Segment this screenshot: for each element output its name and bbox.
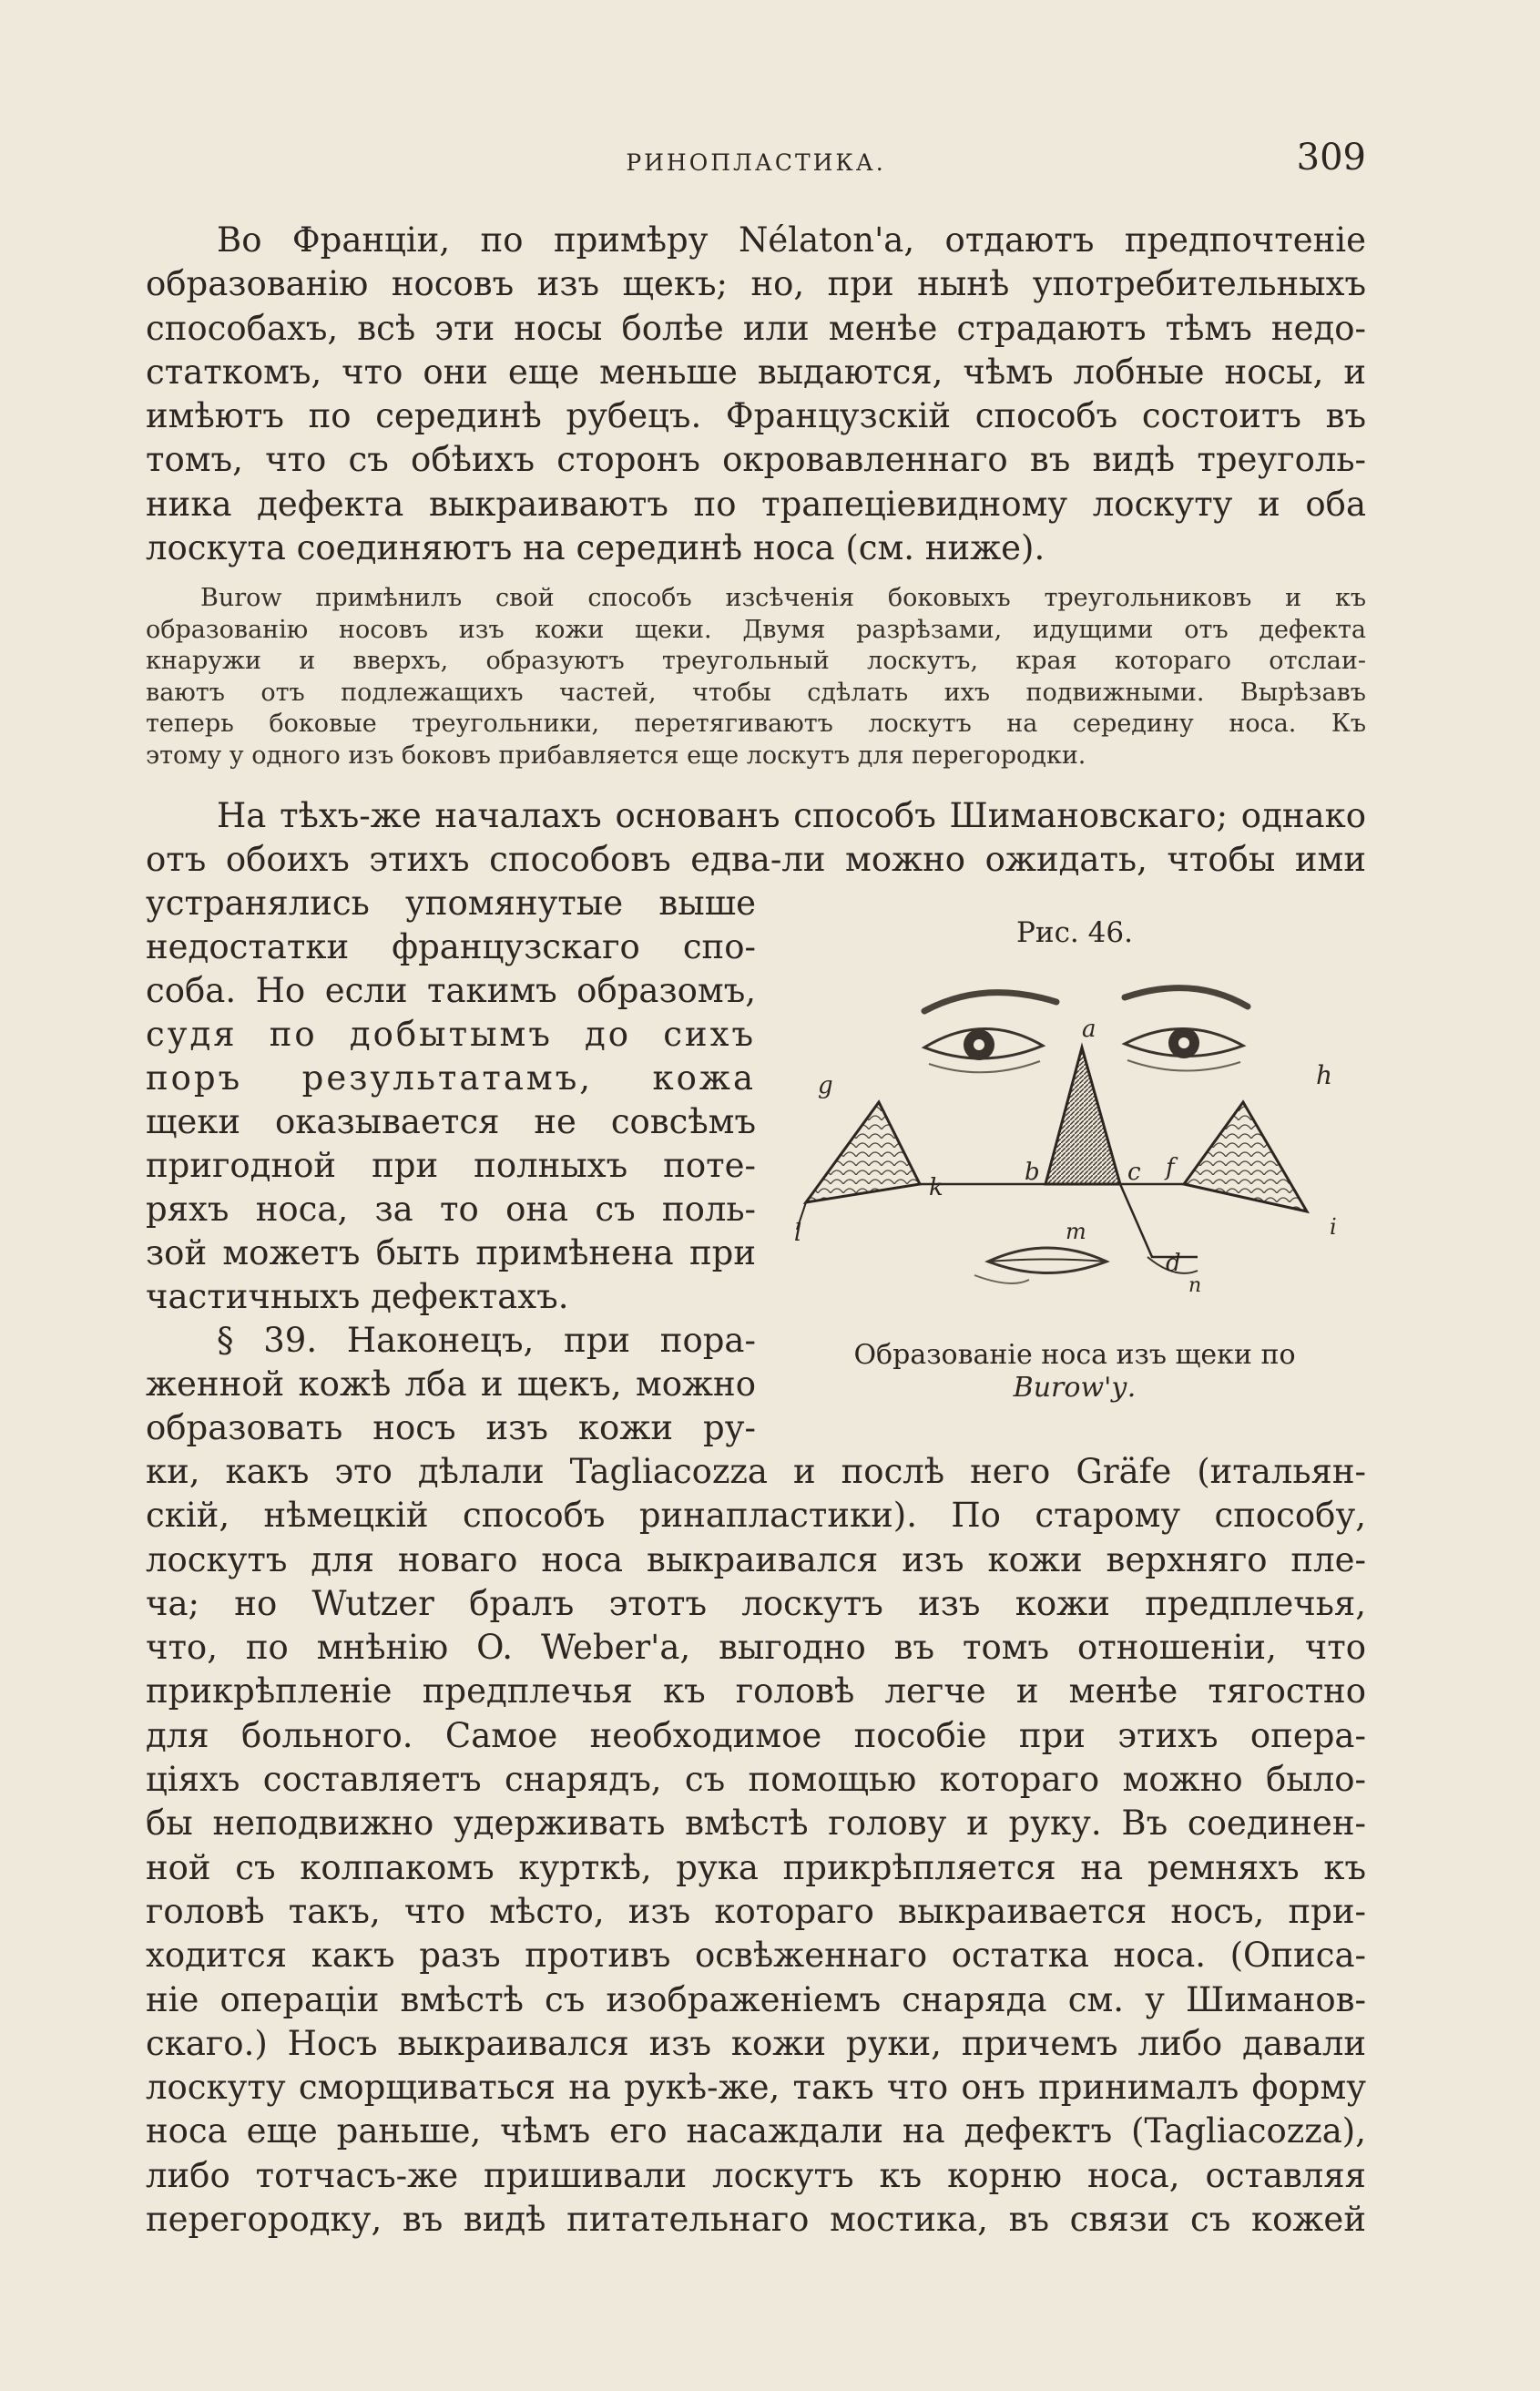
label-m: m — [1066, 1219, 1086, 1244]
text-line: томъ, что съ обѣихъ сторонъ окровавленнаго въ видѣ треуголь- — [146, 440, 1366, 480]
text-line: отъ обоихъ этихъ способовъ едва-ли можно ожидать, чтобы ими — [146, 840, 1366, 880]
text-line: лоскута соединяютъ на серединѣ носа (см. ниже). — [146, 528, 1045, 568]
text-line: способахъ, всѣ эти носы болѣе или менѣе страдаютъ тѣмъ недо- — [146, 308, 1366, 348]
text-line: пригодной при полныхъ поте- — [146, 1146, 756, 1185]
text-line: образованію носовъ изъ щекъ; но, при нынѣ употребительныхъ — [146, 264, 1366, 304]
nose-defect — [1045, 1047, 1120, 1184]
text-line: что, по мнѣнію O. Weber'а, выгодно въ томъ отношеніи, что — [146, 1628, 1366, 1668]
text-line: соба. Но если такимъ образомъ, — [146, 971, 756, 1010]
text-line: имѣютъ по серединѣ рубецъ. Французскій способъ состоитъ въ — [146, 396, 1366, 436]
paragraph-tagliacozza — [146, 1450, 1366, 2242]
paragraph-nelaton — [146, 219, 1366, 570]
note-line: теперь боковые треугольники, перетягиваютъ лоскутъ на середину носа. Къ — [146, 710, 1366, 738]
text-line: скій, нѣмецкій способъ ринапластики). По старому способу, — [146, 1496, 1366, 1536]
text-line: ціяхъ составляетъ снарядъ, съ помощью котораго можно было- — [146, 1760, 1366, 1800]
text-line: ной съ колпакомъ курткѣ, рука прикрѣпляется на ремняхъ къ — [146, 1847, 1366, 1887]
text-line: ряхъ носа, за то она съ поль- — [146, 1190, 756, 1229]
text-line: бы неподвижно удерживать вмѣстѣ голову и руку. Въ соединен- — [146, 1803, 1366, 1844]
label-h: h — [1316, 1060, 1333, 1090]
label-l: l — [794, 1220, 802, 1247]
label-i: i — [1330, 1214, 1337, 1240]
left-cheek-flap — [806, 1102, 920, 1202]
note-line: Burow примѣнилъ свой способъ изсѣченія боковыхъ треугольниковъ и къ — [200, 584, 1366, 612]
text-line: щеки оказывается не совсѣмъ — [146, 1102, 756, 1141]
left-eyebrow — [924, 993, 1056, 1011]
text-line: поръ результатамъ, кожа — [146, 1058, 756, 1098]
text-line: статкомъ, что они еще меньше выдаются, чѣмъ лобные носы, и — [146, 352, 1366, 392]
label-k: k — [929, 1174, 943, 1201]
page-number: 309 — [1296, 137, 1366, 179]
note-line: ваютъ отъ подлежащихъ частей, чтобы сдѣлать ихъ подвижными. Вырѣзавъ — [146, 678, 1366, 707]
text-line: образовать носъ изъ кожи ру- — [146, 1408, 756, 1447]
text-line: устранялись упомянутые выше — [146, 884, 756, 923]
label-f: f — [1166, 1154, 1175, 1181]
note-line: этому у одного изъ боковъ прибавляется еще лоскутъ для перегородки. — [146, 741, 1086, 770]
page-header — [146, 137, 1366, 191]
label-a: a — [1082, 1016, 1096, 1043]
right-eyebrow — [1125, 988, 1248, 1006]
text-line: перегородку, въ видѣ питательнаго мостика, въ связи съ кожей — [146, 2200, 1366, 2240]
text-line: ника дефекта выкраиваютъ по трапеціевидному лоскуту и оба — [146, 484, 1366, 524]
figure-46 — [783, 902, 1366, 1421]
text-line: либо тотчасъ-же пришивали лоскутъ къ корню носа, оставляя — [146, 2155, 1366, 2195]
text-line: ходится какъ разъ противъ освѣженнаго остатка носа. (Описа- — [146, 1936, 1366, 1976]
text-line: лоскутъ для новаго носа выкраивался изъ кожи верхняго пле- — [146, 1539, 1366, 1579]
label-n: n — [1188, 1274, 1202, 1297]
text-line: На тѣхъ-же началахъ основанъ способъ Шимановскаго; однако — [217, 796, 1366, 835]
label-d: d — [1166, 1250, 1181, 1277]
text-line: зой можетъ быть примѣнена при — [146, 1233, 756, 1272]
text-line: Во Франціи, по примѣру Nélaton'а, отдаютъ предпочтеніе — [217, 220, 1366, 260]
text-line: для больного. Самое необходимое пособіе при этихъ опера- — [146, 1715, 1366, 1755]
text-line: прикрѣпленіе предплечья къ головѣ легче и менѣе тягостно — [146, 1671, 1366, 1712]
label-g: g — [818, 1072, 833, 1099]
text-line: носа еще раньше, чѣмъ его насаждали на дефектъ (Tagliacozza), — [146, 2111, 1366, 2151]
text-line: ча; но Wutzer бралъ этотъ лоскутъ изъ кожи предплечья, — [146, 1583, 1366, 1623]
paragraph-shimanovsky — [146, 794, 1366, 883]
label-c: c — [1127, 1159, 1141, 1186]
text-line: лоскуту сморщиваться на рукѣ-же, такъ что онъ принималъ форму — [146, 2068, 1366, 2108]
note-line: кнаружи и вверхъ, образуютъ треугольный лоскутъ, края котораго отслаи- — [146, 647, 1366, 675]
text-line: недостатки французскаго спо- — [146, 927, 756, 966]
left-column-text — [146, 882, 756, 1450]
footnote-burow — [146, 583, 1366, 771]
text-line: скаго.) Носъ выкраивался изъ кожи руки, причемъ либо давали — [146, 2023, 1366, 2063]
text-line: частичныхъ дефектахъ. — [146, 1277, 569, 1316]
text-line: ніе операціи вмѣстѣ съ изображеніемъ снаряда см. у Шиманов- — [146, 1979, 1366, 2019]
caption-line: Образованіе носа изъ щеки по — [853, 1339, 1296, 1371]
text-line: женной кожѣ лба и щекъ, можно — [146, 1364, 756, 1404]
figure-label: Рис. 46. — [1016, 916, 1133, 949]
face-engraving — [792, 956, 1357, 1321]
text-line: судя по добытымъ до сихъ — [146, 1015, 756, 1054]
text-line: головѣ такъ, что мѣсто, изъ котораго выкраивается носъ, при- — [146, 1891, 1366, 1931]
note-line: образованію носовъ изъ кожи щеки. Двумя разрѣзами, идущими отъ дефекта — [146, 615, 1366, 644]
caption-line: Burow'у. — [1013, 1372, 1137, 1404]
text-line: ки, какъ это дѣлали Tagliacozza и послѣ него Gräfe (итальян- — [146, 1452, 1366, 1491]
figure-illustration — [792, 956, 1357, 1321]
right-cheek-flap — [1184, 1102, 1307, 1211]
running-title: РИНОПЛАСТИКА. — [626, 149, 886, 176]
figure-caption — [783, 1339, 1366, 1405]
label-b: b — [1025, 1159, 1040, 1186]
section-heading-line: § 39. Наконецъ, при пора- — [217, 1321, 756, 1360]
